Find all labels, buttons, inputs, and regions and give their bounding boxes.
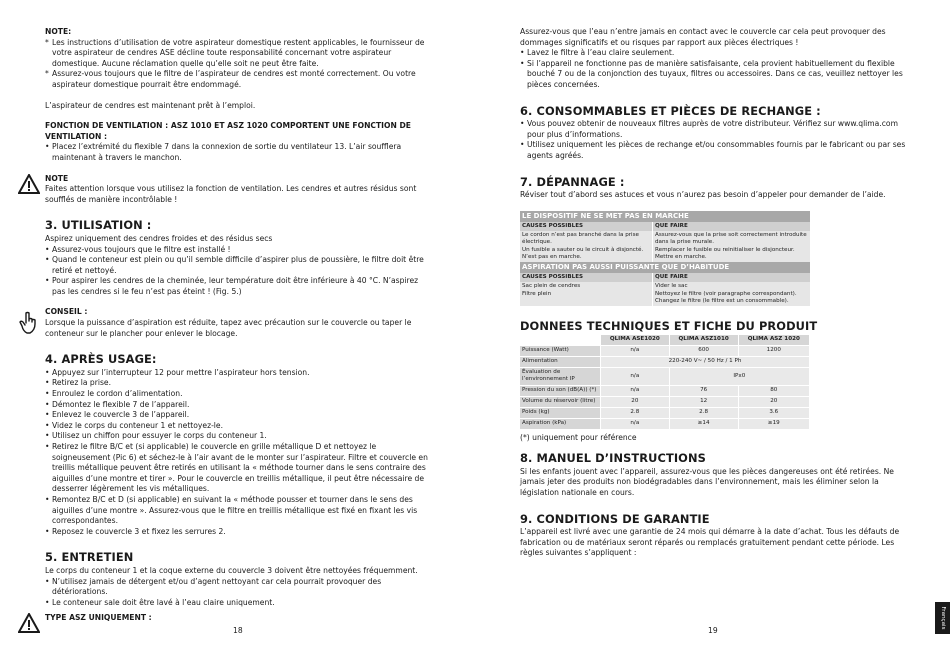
warning-text: Faites attention lorsque vous utilisez la fonction de ventilation. Les cendres et autres résidus sont soufflés de manière incontrôlable !: [45, 184, 417, 204]
section-6-title: 6. CONSOMMABLES ET PIÈCES DE RECHANGE :: [520, 103, 821, 118]
column-header: QUE FAIRE: [653, 273, 811, 282]
table-cell: 76: [669, 385, 738, 396]
row-label: Évaluation de l’environnement IP: [520, 367, 601, 385]
row-label: Aspiration (kPa): [520, 418, 601, 429]
page-number: 19: [708, 626, 718, 635]
table-cell: n/a: [601, 345, 670, 356]
right-page: [475, 0, 950, 645]
table-cell: Sac plein de cendres Filtre plein: [520, 282, 653, 306]
pointing-hand-icon: [19, 311, 39, 335]
intro-list: [520, 48, 906, 90]
note-item: * Les instructions d’utilisation de votre aspirateur domestique restent applicables, le fournisseur de votre aspirateur de cendres ASE décline toute responsabilité concernant votre aspirateur domestique. Aucune réclamation quelle qu’elle soit ne peut être faite.: [45, 38, 431, 70]
list-item: • Lavez le filtre à l’eau claire seulement.: [520, 48, 906, 59]
row-label: Puissance (Watt): [520, 345, 601, 356]
table-cell: 12: [669, 396, 738, 407]
table-cell: 20: [738, 396, 809, 407]
column-header: QLIMA ASZ 1020: [738, 335, 809, 346]
language-tab: [935, 602, 950, 634]
table-row: [520, 385, 810, 396]
section-4-list: [45, 368, 431, 538]
table-section-title: LE DISPOSITIF NE SE MET PAS EN MARCHE: [520, 211, 810, 222]
specs-footnote: (*) uniquement pour référence: [520, 432, 637, 442]
column-header: CAUSES POSSIBLES: [520, 273, 653, 282]
section-7-title: 7. DÉPANNAGE :: [520, 174, 625, 189]
tip-title: CONSEIL :: [45, 307, 88, 317]
table-cell: 1200: [738, 345, 809, 356]
section-5-title: 5. ENTRETIEN: [45, 550, 134, 565]
list-item: • Si l’appareil ne fonctionne pas de manière satisfaisante, cela provient habituellement du flexible bouché 7 ou de la conjonction des tuyaux, filtres ou accessoires. Dans ce cas, veuillez nettoyer les pièces concernées.: [520, 59, 906, 91]
row-label: Alimentation: [520, 356, 601, 367]
table-cell: ≥14: [669, 418, 738, 429]
table-cell: Vider le sac Nettoyez le filtre (voir paragraphe correspondant). Changez le filtre (le filtre est un consommable).: [653, 282, 811, 306]
tip-text: Lorsque la puissance d’aspiration est réduite, tapez avec précaution sur le couvercle ou taper le conteneur sur le plancher pour enlever le blocage.: [45, 318, 412, 338]
section-5-intro: Le corps du conteneur 1 et la coque externe du couvercle 3 doivent être nettoyées fréquemment.: [45, 565, 418, 575]
left-column: [45, 27, 431, 624]
column-header: QUE FAIRE: [653, 222, 811, 231]
list-item: • Démontez le flexible 7 de l’appareil.: [45, 400, 431, 411]
list-item: • Pour aspirer les cendres de la cheminée, leur température doit être inférieure à 40 °C. N’aspirez pas les cendres si le feu n’est pas éteint ! (Fig. 5.): [45, 276, 431, 297]
list-item: • Reposez le couvercle 3 et fixez les serrures 2.: [45, 527, 431, 538]
table-cell: 220-240 V~ / 50 Hz / 1 Ph: [601, 356, 810, 367]
table-cell: n/a: [601, 418, 670, 429]
table-row: [520, 345, 810, 356]
table-cell: IPx0: [669, 367, 809, 385]
row-label: Pression du son (dB(A)) (*): [520, 385, 601, 396]
list-item: • Le conteneur sale doit être lavé à l’eau claire uniquement.: [45, 598, 431, 609]
section-9-text: L’appareil est livré avec une garantie de 24 mois qui démarre à la date d’achat. Tous les défauts de fabrication ou de matériaux seront réparés ou remplacés gratuitement pendant cette période. Les règles suivantes s’appliquent :: [520, 527, 900, 558]
warning-title: TYPE ASZ UNIQUEMENT :: [45, 613, 152, 623]
list-item: • Remontez B/C et D (si applicable) en suivant la « méthode pousser et tourner dans le sens des aiguilles d’une montre ». Assurez-vous que le filtre en treillis métallique est fixé en fixant les vis correspondantes.: [45, 495, 431, 527]
section-3-intro: Aspirez uniquement des cendres froides et des résidus secs: [45, 233, 273, 243]
note-title: NOTE:: [45, 27, 72, 36]
section-9-title: 9. CONDITIONS DE GARANTIE: [520, 511, 710, 526]
language-tab-label: Français: [939, 606, 946, 630]
row-label: Volume du réservoir (litre): [520, 396, 601, 407]
table-cell: 3.6: [738, 407, 809, 418]
ventilation-list: [45, 142, 431, 163]
table-cell: Le cordon n’est pas branché dans la prise électrique. Un fusible a sauter ou le circuit à disjoncté. N’est pas en marche.: [520, 231, 653, 262]
table-row: [520, 367, 810, 385]
table-row: [520, 356, 810, 367]
asz-warning: [45, 613, 431, 624]
table-cell: n/a: [601, 367, 670, 385]
troubleshooting-table: [520, 211, 810, 306]
specs-table: [520, 335, 810, 430]
table-cell: ≥19: [738, 418, 809, 429]
note-list: [45, 38, 431, 91]
table-cell: 600: [669, 345, 738, 356]
section-5-list: [45, 577, 431, 609]
intro-text: Assurez-vous que l’eau n’entre jamais en contact avec le couvercle car cela peut provoquer des dommages significatifs et ou risques par rapport aux pièces électriques !: [520, 27, 886, 47]
right-column: [520, 27, 906, 559]
page-number: 18: [233, 626, 243, 635]
list-item: • Utilisez un chiffon pour essuyer le corps du conteneur 1.: [45, 431, 431, 442]
section-7-intro: Réviser tout d’abord ses astuces et vous n’aurez pas besoin d’appeler pour demander de l’aide.: [520, 190, 886, 200]
specs-title: DONNEES TECHNIQUES ET FICHE DU PRODUIT: [520, 318, 818, 333]
ventilation-title: FONCTION DE VENTILATION : ASZ 1010 ET ASZ 1020 COMPORTENT UNE FONCTION DE VENTILATION :: [45, 121, 411, 141]
list-item: • Retirez la prise.: [45, 378, 431, 389]
warning-icon: [18, 174, 40, 194]
ventilation-warning: [45, 174, 431, 206]
ready-text: L’aspirateur de cendres est maintenant prêt à l’emploi.: [45, 100, 256, 110]
section-4-title: 4. APRÈS USAGE:: [45, 352, 157, 367]
warning-icon: [18, 613, 40, 633]
table-cell: 2.8: [601, 407, 670, 418]
column-header: CAUSES POSSIBLES: [520, 222, 653, 231]
note-item: * Assurez-vous toujours que le filtre de l’aspirateur de cendres est monté correctement. Ou votre aspirateur domestique pourrait être endommagé.: [45, 69, 431, 90]
section-8-title: 8. MANUEL D’INSTRUCTIONS: [520, 451, 706, 466]
table-row: [520, 407, 810, 418]
column-header: QLIMA ASZ1010: [669, 335, 738, 346]
list-item: • Retirez le filtre B/C et (si applicable) le couvercle en grille métallique D et nettoyez le soigneusement (Pic 6) et séchez-le à l’air avant de le monter sur l’aspirateur. Filtre et couvercle en treillis métallique peuvent être retirés en utilisant la « méthode tourner dans le sens contraire des aiguilles d’une montre et tirer ». Pour le couvercle en treillis métallique, il peut être nécessaire de desserrer légèrement les vis métalliques.: [45, 442, 431, 495]
table-cell: 80: [738, 385, 809, 396]
section-3-list: [45, 245, 431, 298]
section-3-title: 3. UTILISATION :: [45, 218, 152, 233]
list-item: • Quand le conteneur est plein ou qu’il semble difficile d’aspirer plus de poussière, le filtre doit être retiré et nettoyé.: [45, 255, 431, 276]
table-row: [520, 418, 810, 429]
table-cell: Assurez-vous que la prise soit correctement introduite dans la prise murale. Remplacer le fusible ou reinitialiser le disjoncteur. Mettre en marche.: [653, 231, 811, 262]
table-row: [520, 396, 810, 407]
tip-block: [45, 307, 431, 339]
row-label: Poids (kg): [520, 407, 601, 418]
table-section-title: ASPIRATION PAS AUSSI PUISSANTE QUE D’HABITUDE: [520, 262, 810, 273]
warning-title: NOTE: [45, 173, 69, 183]
list-item: • Assurez-vous toujours que le filtre est installé !: [45, 245, 431, 256]
table-cell: 20: [601, 396, 670, 407]
section-8-text: Si les enfants jouent avec l’appareil, assurez-vous que les pièces dangereuses ont été retirées. Ne jamais jeter des produits non biodégradables dans l’environnement, mais les éliminer selon la législation nationale en cours.: [520, 466, 894, 497]
table-cell: [520, 335, 601, 346]
ventilation-item: • Placez l’extrémité du flexible 7 dans la connexion de sortie du ventilateur 13. L’air soufflera maintenant à travers le manchon.: [45, 142, 431, 163]
list-item: • Vous pouvez obtenir de nouveaux filtres auprès de votre distributeur. Vérifiez sur www.qlima.com pour plus d’informations.: [520, 119, 906, 140]
list-item: • Videz le corps du conteneur 1 et nettoyez-le.: [45, 421, 431, 432]
list-item: • N’utilisez jamais de détergent et/ou d’agent nettoyant car cela pourrait provoquer des détériorations.: [45, 577, 431, 598]
table-cell: 2.8: [669, 407, 738, 418]
column-header: QLIMA ASE1020: [601, 335, 670, 346]
list-item: • Enlevez le couvercle 3 de l’appareil.: [45, 410, 431, 421]
list-item: • Utilisez uniquement les pièces de rechange et/ou consommables fournis par le fabricant ou par ses agents agréés.: [520, 140, 906, 161]
table-cell: n/a: [601, 385, 670, 396]
list-item: • Enroulez le cordon d’alimentation.: [45, 389, 431, 400]
section-6-list: [520, 119, 906, 161]
list-item: • Appuyez sur l’interrupteur 12 pour mettre l’aspirateur hors tension.: [45, 368, 431, 379]
